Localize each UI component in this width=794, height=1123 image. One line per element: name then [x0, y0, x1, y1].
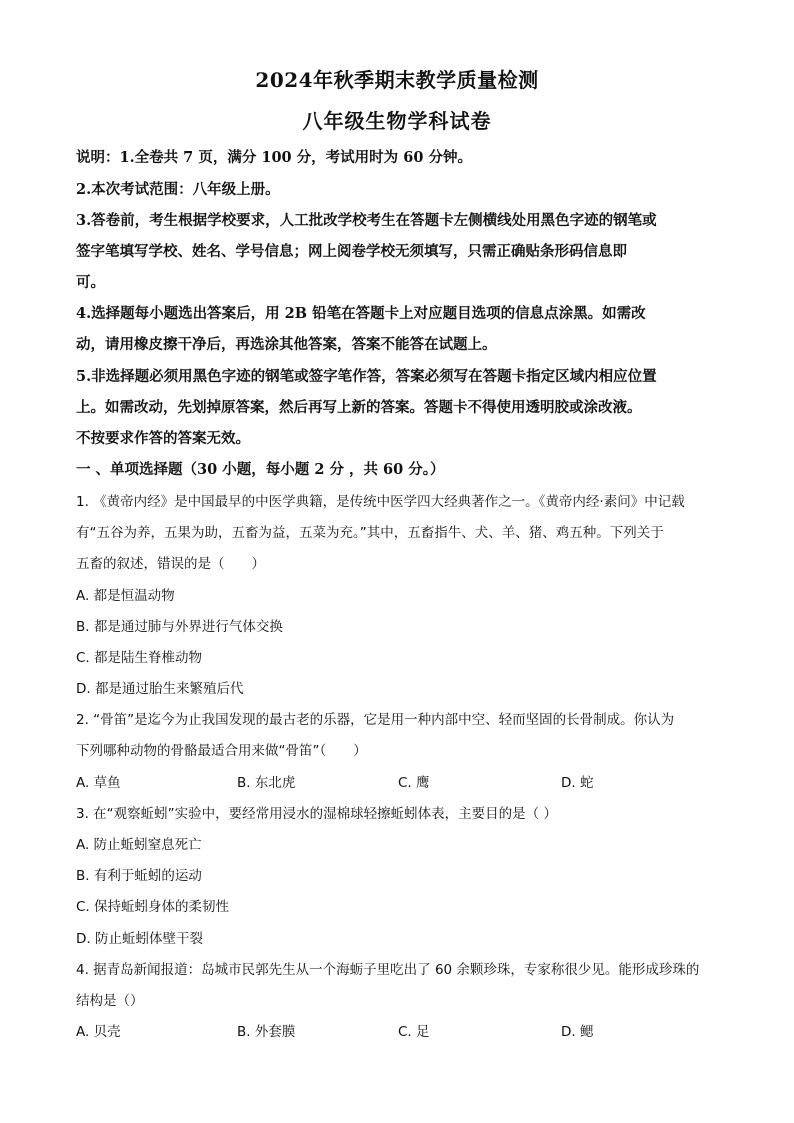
instruction-line-1: 说明：1.全卷共 7 页，满分 100 分，考试用时为 60 分钟。 [76, 149, 472, 166]
question-1-option-b: B. 都是通过肺与外界进行气体交换 [76, 619, 283, 635]
question-2-option-c: C. 鹰 [398, 775, 430, 791]
instruction-line-4b: 动，请用橡皮擦干净后，再选涂其他答案，答案不能答在试题上。 [76, 336, 497, 353]
question-4-line-2: 结构是（） [76, 993, 144, 1009]
exam-subtitle: 八年级生物学科试卷 [302, 109, 492, 133]
question-3-option-c: C. 保持蚯蚓身体的柔韧性 [76, 899, 230, 915]
question-1-line-2: 有“五谷为养，五果为助，五畜为益，五菜为充。”其中，五畜指牛、犬、羊、猪、鸡五种。下列关于 [76, 525, 664, 541]
question-4-option-b: B. 外套膜 [237, 1024, 296, 1040]
question-2-options [76, 771, 716, 791]
question-1-option-a: A. 都是恒温动物 [76, 588, 175, 604]
question-3-option-a: A. 防止蚯蚓窒息死亡 [76, 837, 202, 853]
instruction-line-3b: 签字笔填写学校、姓名、学号信息；网上阅卷学校无须填写，只需正确贴条形码信息即 [76, 243, 627, 260]
instruction-line-2: 2.本次考试范围：八年级上册。 [76, 181, 280, 198]
instruction-line-5b: 上。如需改动，先划掉原答案，然后再写上新的答案。答题卡不得使用透明胶或涂改液。 [76, 399, 642, 416]
question-2-option-a: A. 草鱼 [76, 775, 121, 791]
question-4-option-d: D. 鳃 [561, 1024, 594, 1040]
question-2-option-d: D. 蛇 [561, 775, 594, 791]
instruction-line-3c: 可。 [76, 274, 105, 291]
question-4-line-1: 4. 据青岛新闻报道：岛城市民郭先生从一个海蛎子里吃出了 60 余颗珍珠，专家称很少见。能形成珍珠的 [76, 962, 700, 978]
question-3-line-1: 3. 在“观察蚯蚓”实验中，要经常用浸水的湿棉球轻擦蚯蚓体表，主要目的是（ ） [76, 806, 557, 822]
question-3-option-b: B. 有利于蚯蚓的运动 [76, 868, 202, 884]
question-4-option-c: C. 足 [398, 1024, 430, 1040]
instruction-line-5a: 5.非选择题必须用黑色字迹的钢笔或签字笔作答，答案必须写在答题卡指定区域内相应位置 [76, 368, 657, 385]
instruction-line-3a: 3.答卷前，考生根据学校要求，人工批改学校考生在答题卡左侧横线处用黑色字迹的钢笔或 [76, 212, 657, 229]
question-1-line-3: 五畜的叙述，错误的是（ ） [76, 556, 265, 572]
question-2-line-2: 下列哪种动物的骨骼最适合用来做“骨笛”（ ） [76, 743, 367, 759]
exam-title: 2024年秋季期末教学质量检测 [255, 68, 539, 92]
question-3-option-d: D. 防止蚯蚓体壁干裂 [76, 931, 203, 947]
question-1-option-c: C. 都是陆生脊椎动物 [76, 650, 203, 666]
question-2-option-b: B. 东北虎 [237, 775, 296, 791]
instruction-line-5c: 不按要求作答的答案无效。 [76, 430, 250, 447]
question-1-line-1: 1. 《黄帝内经》是中国最早的中医学典籍，是传统中医学四大经典著作之一。《黄帝内经·素问》中记载 [76, 494, 685, 510]
instruction-line-4a: 4.选择题每小题选出答案后，用 2B 铅笔在答题卡上对应题目选项的信息点涂黑。如需改 [76, 305, 646, 322]
section-heading: 一 、单项选择题（30 小题，每小题 2 分 ，共 60 分。） [76, 461, 445, 478]
question-1-option-d: D. 都是通过胎生来繁殖后代 [76, 681, 244, 697]
question-4-option-a: A. 贝壳 [76, 1024, 121, 1040]
question-4-options [76, 1020, 716, 1040]
question-2-line-1: 2. “骨笛”是迄今为止我国发现的最古老的乐器，它是用一种内部中空、轻而坚固的长骨制成。你认为 [76, 712, 675, 728]
